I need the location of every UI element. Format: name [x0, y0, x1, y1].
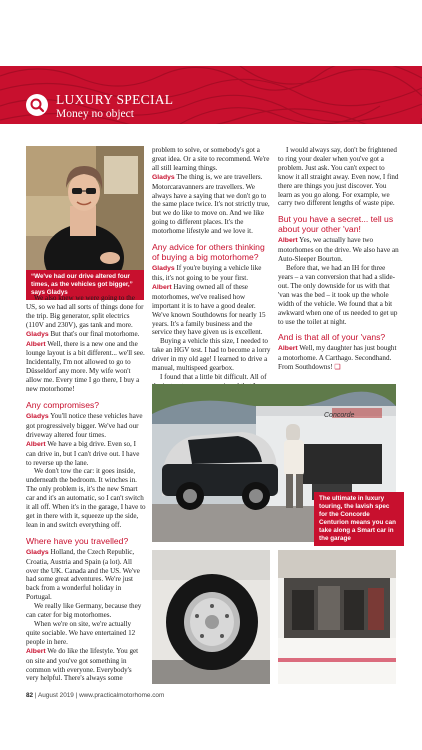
col2-para-5: Buying a vehicle this size, I needed to take an HGV test. I had to become a lorry driver in my old age! I learned to drive a manual, multispeed gearbox.	[152, 337, 271, 373]
col1-para-1: We also knew we were going to the US, so we had all sorts of things done for the trip. Big generator, split electrics (110V and 230V), gas tank and more.	[26, 294, 144, 329]
vehicle-badge: Concorde	[324, 412, 355, 419]
col1-para-6: We don't tow the car: it goes inside, underneath the bedroom. It winches in. The only problem is, it's the new Smart car and it's an automatic, so I can't switch it all off. When it's in the garage, I have to get in there with it, squeeze up the side, lean in and switch everything off.	[26, 467, 146, 529]
col1-para-9: When we're on site, we're actually quite sociable. We have entertained 12 people in here.	[26, 620, 136, 646]
speaker-label: Gladys	[26, 548, 49, 556]
col1-para-7: Holland, the Czech Republic, Croatia, Austria and Spain (a lot). All over the UK. Canada and the US. We've had some great adventures. We're just back from a wonderful holiday in Portugal.	[26, 547, 140, 602]
col2-para-6: I found that a little bit difficult. All of	[160, 372, 267, 381]
col1-para-5: We have a big drive. Even so, I can drive in, but I can't drive out. I have to reverse up the lane.	[26, 439, 140, 467]
footer-issue: | August 2019 | www.practicalmotorhome.com	[34, 692, 165, 699]
question-heading: Where have you travelled?	[26, 535, 129, 546]
col3-para-2: Yes, we actually have two motorhomes on the drive. We also have an Auto-Sleeper Bourton.	[278, 236, 399, 264]
speaker-label: Albert	[278, 345, 298, 353]
col2-para-1: problem to solve, or somebody's got a great idea. Or a site to recommend. We're all still learning things.	[152, 146, 270, 172]
garage-caption: The ultimate in luxury touring, the lavish spec for the Concorde Centurion means you can take along a Smart car in the garage	[314, 492, 404, 546]
col3-para-1: I would always say, don't be frightened to ring your dealer when you've got a problem. Just ask. You can't expect to know it all straight away. Even now, I find there are things you just discover. You learn as you go along. For example, we carry two different lengths of waste pipe.	[278, 146, 399, 208]
speaker-label: Gladys	[26, 412, 49, 420]
page-footer	[26, 692, 164, 699]
question-heading: Any compromises?	[26, 399, 100, 410]
speaker-label: Albert	[26, 340, 46, 348]
question-heading: But you have a secret... tell us about your other 'van!	[278, 214, 394, 235]
column-1	[26, 294, 146, 683]
speaker-label: Albert	[278, 237, 298, 245]
speaker-label: Albert	[152, 283, 172, 291]
column-3	[278, 146, 400, 372]
speaker-label: Gladys	[152, 265, 175, 273]
col1-para-2: But that's our final motorhome.	[50, 329, 140, 338]
section-subtitle: Money no object	[56, 108, 134, 120]
speaker-label: Gladys	[26, 330, 49, 338]
col2-para-3: If you're buying a vehicle like this, it's not going to be your first.	[152, 264, 262, 282]
speaker-label: Albert	[26, 647, 46, 655]
col2-para-4: Having owned all of these motorhomes, we've realised how important it is to have a good dealer. We've known Southdowns for nearly 15 years. It's a family business and the service they have given us is excellent.	[152, 282, 266, 337]
section-kicker: LUXURY SPECIAL	[56, 92, 174, 107]
speaker-label: Albert	[26, 440, 46, 448]
question-heading: Any advice for others thinking of buying a big motorhome?	[152, 242, 265, 263]
question-heading: And is that all of your 'vans?	[278, 332, 386, 343]
portrait-caption: “We've had our drive altered four times, as the vehicles got bigger,” says Gladys	[26, 270, 144, 300]
col1-para-4: You'll notice these vehicles have got progressively bigger. We've had our driveway altered four times.	[26, 411, 143, 439]
col3-para-3: Before that, we had an IH for three years – a van conversion that had a slide-out. The only downside for us with that 'van was the bed – it took up the whole width of the vehicle. We found that a bit awkward when one of us needed to get up to use the toilet at night.	[278, 264, 398, 326]
wheel-photo	[152, 550, 270, 684]
page-number: 82	[26, 692, 34, 699]
storage-locker-photo	[278, 550, 396, 684]
col1-para-10: We do like the lifestyle. You get on site and you've got something in common with everyone. Everybody's very helpful. There's always some	[26, 646, 139, 683]
col2-para-2: The thing is, we are travellers. Motorcaravanners are travellers. We always have a saying that we don't go to the same place twice. It's not strictly true, but we do like to move on. And we like going to different places. It's the motorhome lifestyle and we love it.	[152, 172, 270, 236]
end-mark-icon: ❑	[334, 363, 341, 372]
speaker-label: Gladys	[152, 173, 175, 181]
col1-para-3: Well, there is a new one and the lounge layout is a bit different... we'll see. Incidentally, I'm not allowed to go to Düsseldorf any more. My wife won't allow me. Every time I go there, I buy a new motorhome!	[26, 339, 145, 394]
col3-para-4: Well, my daughter has just bought a motorhome. A Carthago. Secondhand. From Southdowns!	[278, 344, 397, 372]
col1-para-8: We really like Germany, because they can cater for big motorhomes.	[26, 602, 142, 620]
column-2	[152, 146, 272, 400]
magnifier-logo-icon	[26, 94, 48, 116]
portrait-photo	[26, 146, 144, 288]
